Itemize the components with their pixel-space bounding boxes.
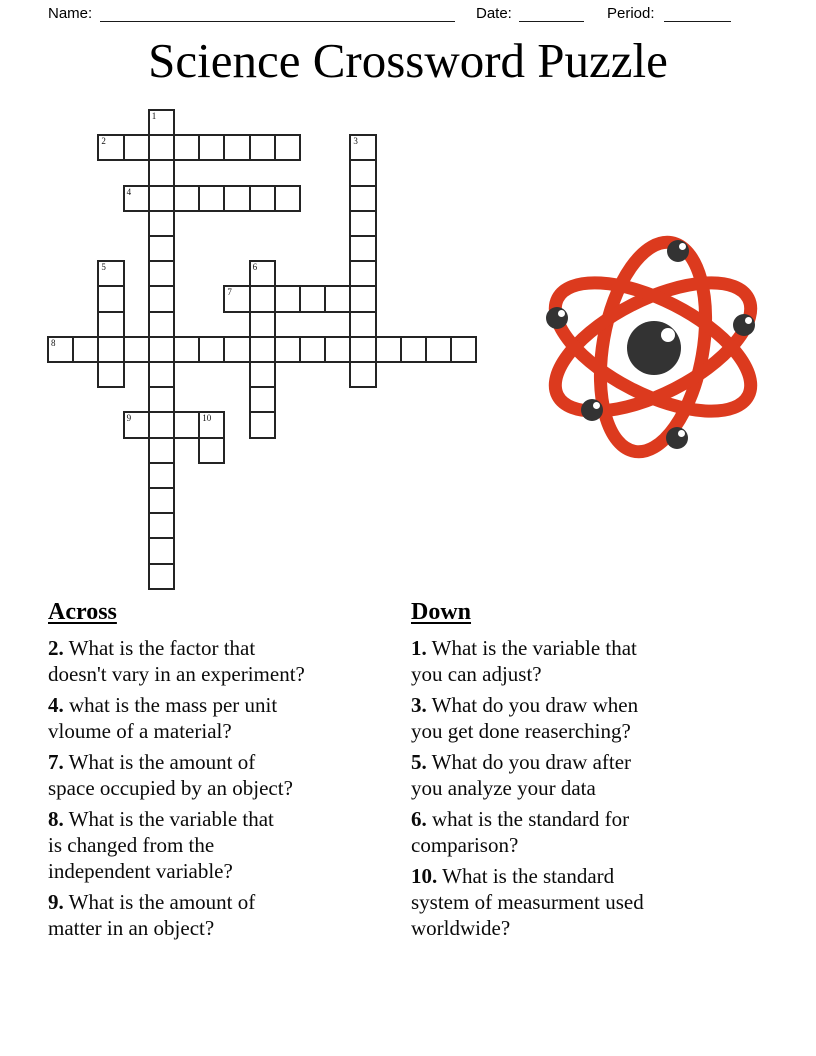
crossword-cell xyxy=(148,512,175,539)
cell-number: 7 xyxy=(227,287,232,298)
down-section xyxy=(411,599,756,946)
crossword-cell xyxy=(148,537,175,564)
crossword-cell xyxy=(148,462,175,489)
clue-number: 2. xyxy=(48,636,64,660)
clue: 8. What is the variable that is changed from the independent variable? xyxy=(48,807,274,883)
clue-number: 9. xyxy=(48,890,64,914)
crossword-cell xyxy=(148,336,175,363)
clue: 2. What is the factor that doesn't vary in an experiment? xyxy=(48,636,305,686)
crossword-cell xyxy=(274,336,301,363)
cell-number: 8 xyxy=(51,337,56,348)
name-blank-line xyxy=(100,6,455,22)
crossword-cell xyxy=(123,185,150,212)
electron-highlight xyxy=(593,402,600,409)
crossword-cell xyxy=(148,134,175,161)
atom-electron xyxy=(546,307,568,329)
crossword-cell xyxy=(274,285,301,312)
clue-number: 4. xyxy=(48,693,64,717)
clue: 7. What is the amount of space occupied by an object? xyxy=(48,750,293,800)
atom-illustration xyxy=(540,226,760,462)
crossword-cell xyxy=(425,336,452,363)
cell-number: 4 xyxy=(126,186,132,197)
cell-number: 9 xyxy=(126,413,132,424)
clue: 9. What is the amount of matter in an object? xyxy=(48,890,256,940)
crossword-cell xyxy=(450,336,477,363)
crossword-cell xyxy=(148,285,175,312)
crossword-cell xyxy=(349,336,376,363)
crossword-cell xyxy=(148,185,175,212)
crossword-cell xyxy=(97,311,124,338)
down-clue-list xyxy=(411,635,756,941)
crossword-cell xyxy=(198,411,225,438)
crossword-cell xyxy=(223,134,250,161)
crossword-cell xyxy=(173,336,200,363)
crossword-cell xyxy=(148,210,175,237)
crossword-cell xyxy=(249,336,276,363)
period-blank-line xyxy=(664,6,731,22)
clue-number: 3. xyxy=(411,693,427,717)
atom-nucleus xyxy=(627,321,681,375)
clue-number: 7. xyxy=(48,750,64,774)
clue-number: 6. xyxy=(411,807,427,831)
clue-number: 1. xyxy=(411,636,427,660)
crossword-cell xyxy=(97,336,124,363)
crossword-cell xyxy=(198,437,225,464)
crossword-cell xyxy=(274,134,301,161)
crossword-cell xyxy=(299,285,326,312)
crossword-cell xyxy=(249,285,276,312)
crossword-cell xyxy=(324,336,351,363)
crossword-cell xyxy=(148,487,175,514)
crossword-cell xyxy=(97,285,124,312)
crossword-cell xyxy=(148,235,175,262)
crossword-cell xyxy=(349,210,376,237)
crossword-cell xyxy=(148,361,175,388)
crossword-cell xyxy=(123,134,150,161)
crossword-cell xyxy=(299,336,326,363)
crossword-cell xyxy=(47,336,74,363)
crossword-cell xyxy=(349,159,376,186)
crossword-cell xyxy=(148,159,175,186)
crossword-grid xyxy=(48,110,478,590)
crossword-cell xyxy=(249,386,276,413)
crossword-cell xyxy=(148,563,175,590)
cell-number: 3 xyxy=(353,136,358,147)
clue: 6. what is the standard for comparison? xyxy=(411,807,630,857)
crossword-cell xyxy=(148,260,175,287)
crossword-cell xyxy=(148,411,175,438)
crossword-cell xyxy=(223,185,250,212)
crossword-cell xyxy=(173,185,200,212)
crossword-cell xyxy=(97,361,124,388)
down-heading: Down xyxy=(411,599,472,625)
atom-electron xyxy=(581,399,603,421)
crossword-cell xyxy=(349,285,376,312)
period-label: Period: xyxy=(607,5,655,22)
crossword-cell xyxy=(123,411,150,438)
electron-highlight xyxy=(745,317,752,324)
crossword-cell xyxy=(198,134,225,161)
cell-number: 10 xyxy=(202,413,212,424)
crossword-cell xyxy=(198,336,225,363)
crossword-cell xyxy=(349,235,376,262)
crossword-cell xyxy=(148,109,175,136)
clue: 3. What do you draw when you get done reaserching? xyxy=(411,693,639,743)
crossword-cell xyxy=(375,336,402,363)
date-blank-line xyxy=(519,6,584,22)
electron-highlight xyxy=(558,310,565,317)
date-label: Date: xyxy=(476,5,512,22)
atom-electron xyxy=(666,427,688,449)
clue: 1. What is the variable that you can adjust? xyxy=(411,636,637,686)
crossword-cell xyxy=(198,185,225,212)
crossword-cell xyxy=(249,185,276,212)
cell-number: 2 xyxy=(101,136,106,147)
electron-highlight xyxy=(679,243,686,250)
crossword-cell xyxy=(72,336,99,363)
crossword-cell xyxy=(223,336,250,363)
crossword-cell xyxy=(274,185,301,212)
clue-number: 8. xyxy=(48,807,64,831)
crossword-cell xyxy=(349,311,376,338)
clue-number: 10. xyxy=(411,864,438,888)
clue-number: 5. xyxy=(411,750,427,774)
atom-electron xyxy=(733,314,755,336)
crossword-cell xyxy=(249,411,276,438)
clue: 5. What do you draw after you analyze your data xyxy=(411,750,632,800)
across-section xyxy=(48,599,408,946)
crossword-cell xyxy=(324,285,351,312)
crossword-cell xyxy=(249,361,276,388)
name-label: Name: xyxy=(48,5,93,22)
across-heading: Across xyxy=(48,599,117,625)
nucleus-highlight xyxy=(661,328,675,342)
crossword-cell xyxy=(123,336,150,363)
crossword-cell xyxy=(148,311,175,338)
crossword-cell xyxy=(400,336,427,363)
electron-highlight xyxy=(678,430,685,437)
crossword-cell xyxy=(349,361,376,388)
across-clue-list xyxy=(48,635,408,941)
crossword-cell xyxy=(173,411,200,438)
crossword-cell xyxy=(249,311,276,338)
page-title: Science Crossword Puzzle xyxy=(148,33,668,88)
crossword-cell xyxy=(148,437,175,464)
crossword-cell xyxy=(97,260,124,287)
crossword-cell xyxy=(97,134,124,161)
crossword-cell xyxy=(349,185,376,212)
crossword-cell xyxy=(148,386,175,413)
crossword-cell xyxy=(173,134,200,161)
crossword-cell xyxy=(349,260,376,287)
crossword-cell xyxy=(249,260,276,287)
clue: 4. what is the mass per unit vloume of a material? xyxy=(48,693,278,743)
cell-number: 1 xyxy=(151,111,157,121)
crossword-cell xyxy=(223,285,250,312)
atom-electron xyxy=(667,240,689,262)
cell-number: 5 xyxy=(101,262,106,273)
crossword-cell xyxy=(349,134,376,161)
crossword-cell xyxy=(249,134,276,161)
cell-number: 6 xyxy=(252,262,258,273)
clue: 10. What is the standard system of measurment used worldwide? xyxy=(411,864,644,940)
